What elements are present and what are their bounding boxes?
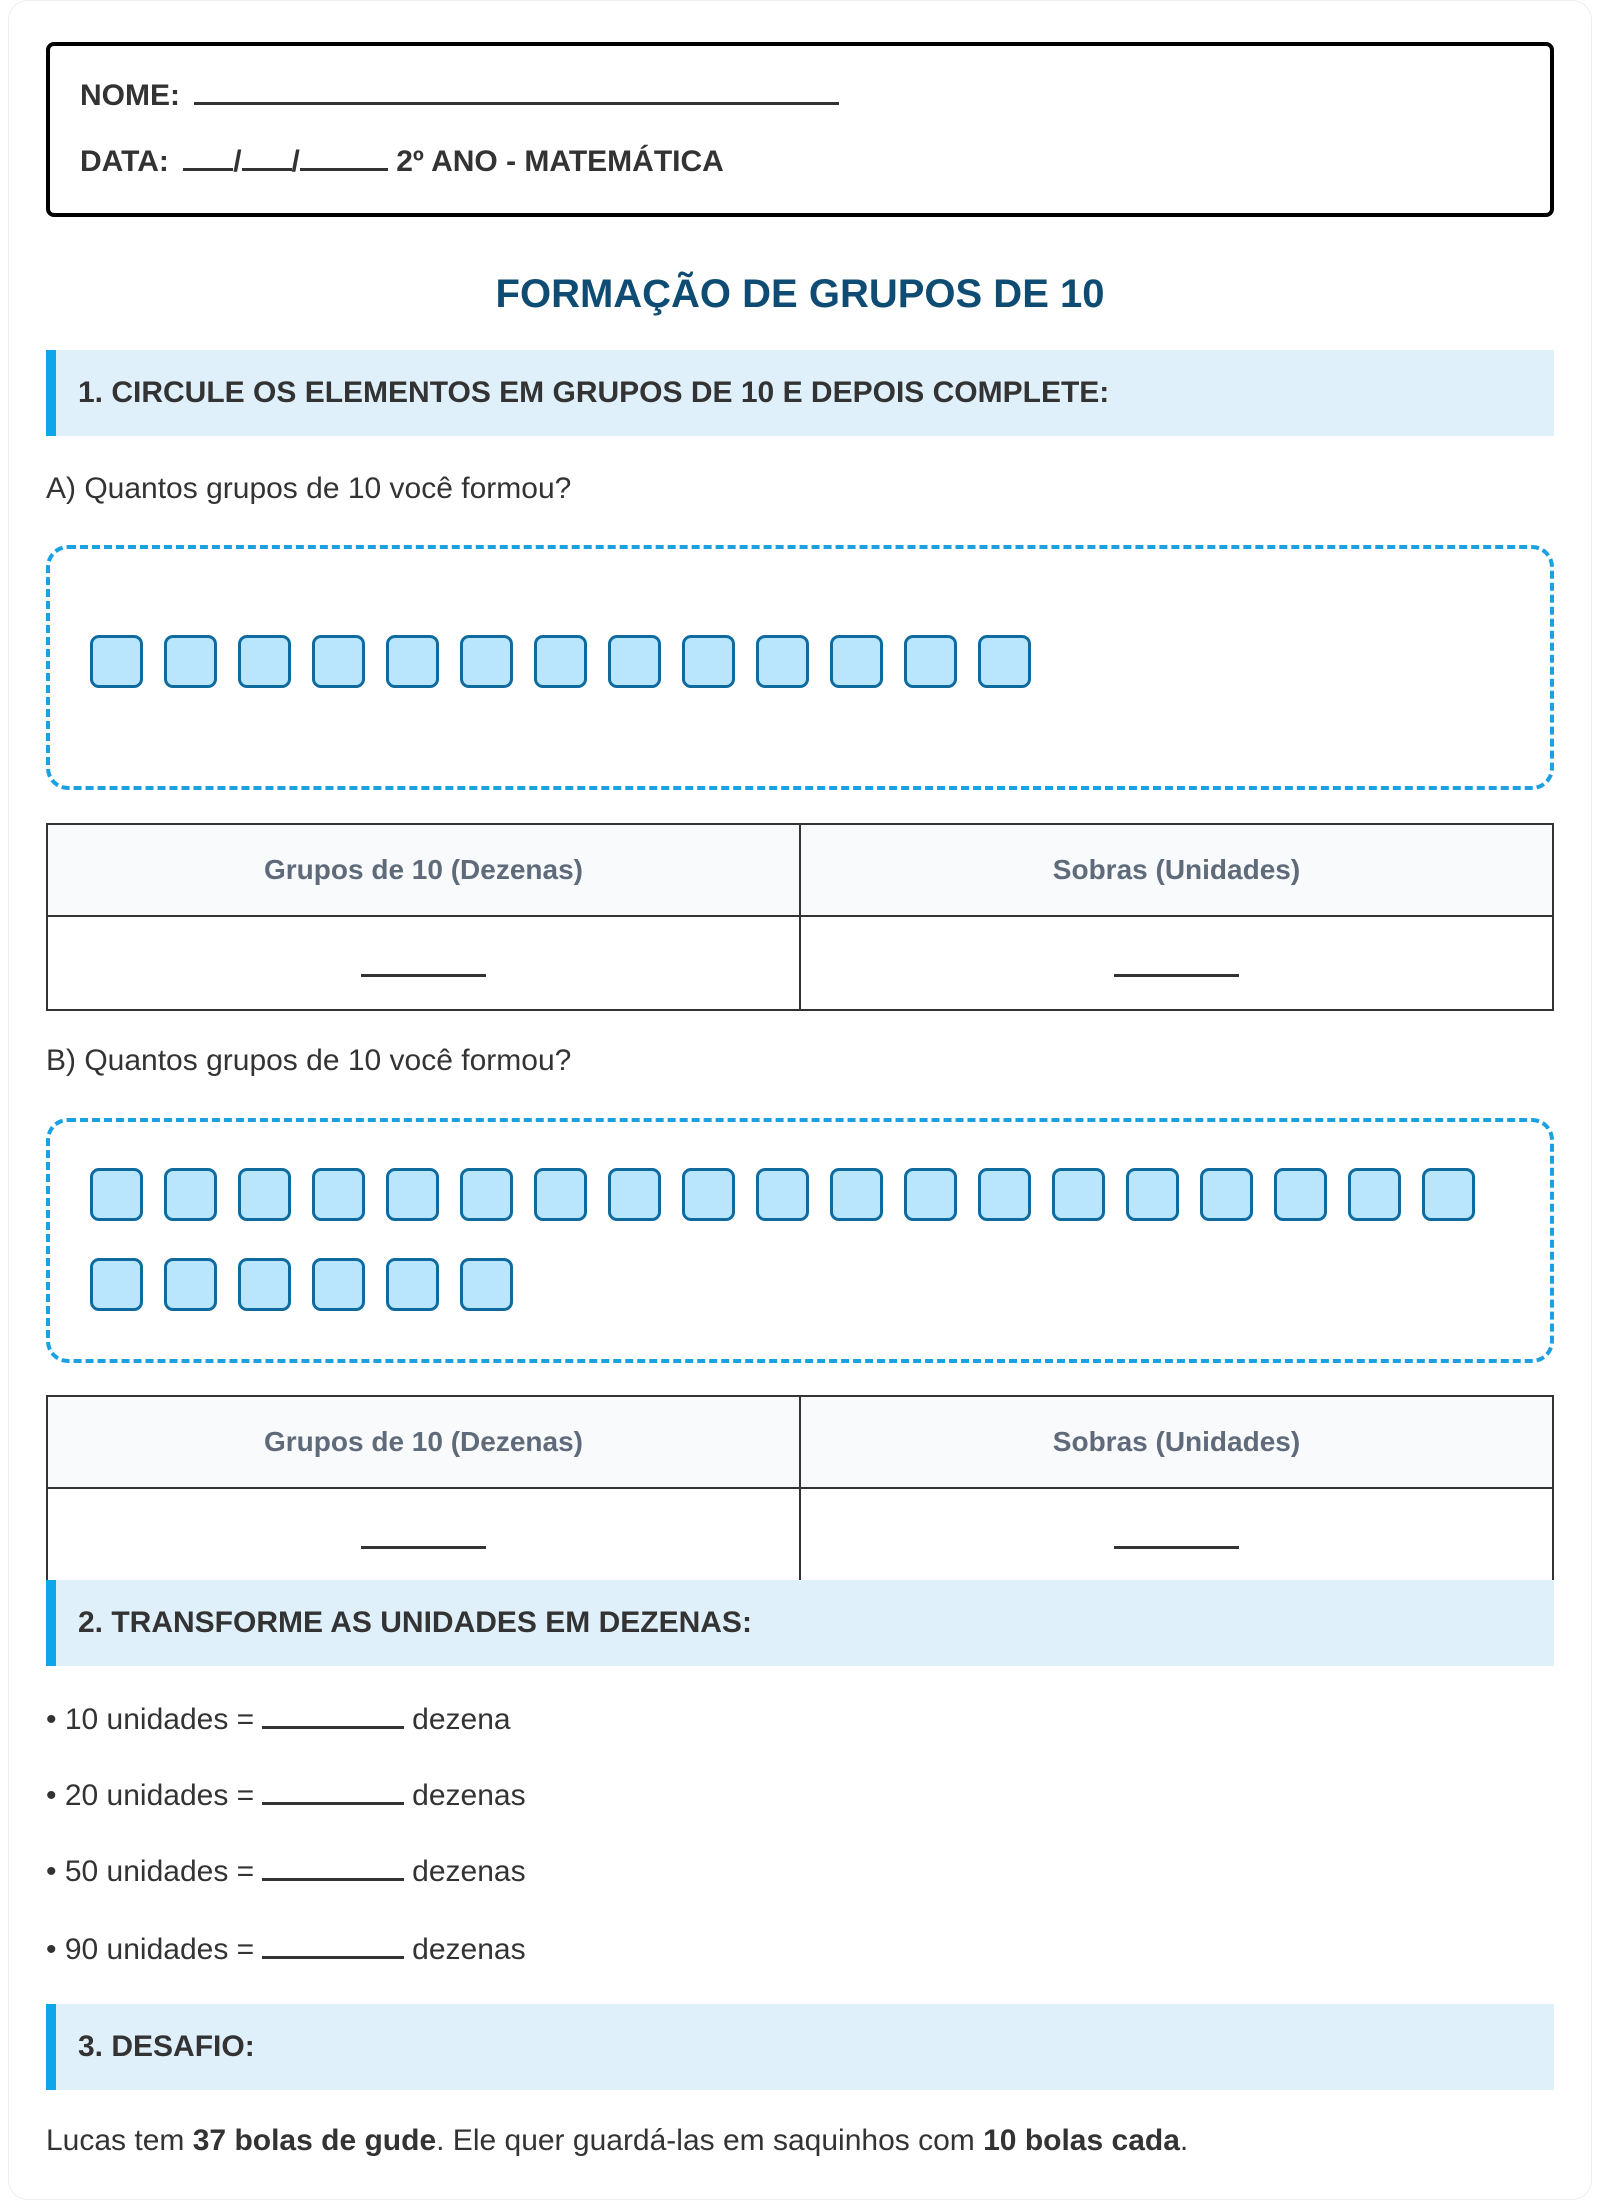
challenge-text [46, 2124, 1188, 2158]
square-item[interactable] [1348, 1168, 1401, 1221]
square-item[interactable] [386, 1168, 439, 1221]
answer-table-b [46, 1395, 1554, 1583]
date-separator: / [291, 145, 300, 178]
square-item[interactable] [904, 1168, 957, 1221]
name-field[interactable] [194, 78, 839, 105]
bold-text: 37 bolas de gude [192, 2124, 437, 2157]
units-answer-cell[interactable] [800, 1488, 1553, 1582]
items-grid-a [90, 635, 1510, 688]
square-item[interactable] [460, 1168, 513, 1221]
conversion-left: • 90 unidades = [46, 1933, 255, 1966]
tens-answer-cell[interactable] [47, 916, 800, 1010]
square-item[interactable] [312, 1168, 365, 1221]
square-item[interactable] [682, 1168, 735, 1221]
square-item[interactable] [608, 1168, 661, 1221]
square-item[interactable] [756, 1168, 809, 1221]
conversion-unit: dezenas [412, 1779, 526, 1812]
answer-blank[interactable] [361, 1546, 486, 1549]
date-row [80, 144, 724, 179]
date-year-field[interactable] [300, 144, 388, 171]
square-item[interactable] [904, 635, 957, 688]
conversion-left: • 10 unidades = [46, 1703, 255, 1736]
conversion-item [46, 1854, 526, 1889]
square-item[interactable] [238, 1258, 291, 1311]
units-answer-cell[interactable] [800, 916, 1553, 1010]
square-item[interactable] [534, 635, 587, 688]
conversion-unit: dezenas [412, 1855, 526, 1888]
conversion-unit: dezena [412, 1703, 511, 1736]
square-item[interactable] [682, 635, 735, 688]
conversion-item [46, 1778, 526, 1813]
square-item[interactable] [978, 635, 1031, 688]
conversion-item [46, 1932, 526, 1967]
square-item[interactable] [90, 1258, 143, 1311]
column-header-tens: Grupos de 10 (Dezenas) [47, 1396, 800, 1488]
name-label: NOME: [80, 79, 180, 112]
tens-answer-cell[interactable] [47, 1488, 800, 1582]
square-item[interactable] [312, 1258, 365, 1311]
section-1-heading: 1. CIRCULE OS ELEMENTOS EM GRUPOS DE 10 E DEPOIS COMPLETE: [46, 350, 1554, 436]
column-header-tens: Grupos de 10 (Dezenas) [47, 824, 800, 916]
square-item[interactable] [756, 635, 809, 688]
date-label: DATA: [80, 145, 169, 178]
answer-blank[interactable] [262, 1778, 404, 1805]
square-item[interactable] [238, 1168, 291, 1221]
square-item[interactable] [460, 635, 513, 688]
square-item[interactable] [386, 635, 439, 688]
square-item[interactable] [90, 635, 143, 688]
square-item[interactable] [164, 1258, 217, 1311]
answer-blank[interactable] [262, 1702, 404, 1729]
square-item[interactable] [830, 635, 883, 688]
conversion-left: • 50 unidades = [46, 1855, 255, 1888]
square-item[interactable] [238, 635, 291, 688]
square-item[interactable] [460, 1258, 513, 1311]
name-row [80, 78, 839, 113]
items-box-a [46, 545, 1554, 790]
items-grid-b [90, 1168, 1510, 1311]
question-b: B) Quantos grupos de 10 você formou? [46, 1044, 572, 1077]
question-a: A) Quantos grupos de 10 você formou? [46, 472, 572, 505]
square-item[interactable] [164, 635, 217, 688]
items-box-b [46, 1118, 1554, 1363]
section-2-heading: 2. TRANSFORME AS UNIDADES EM DEZENAS: [46, 1580, 1554, 1666]
text: . Ele quer guardá-las em saquinhos com [436, 2124, 984, 2157]
column-header-units: Sobras (Unidades) [800, 1396, 1553, 1488]
text: . [1179, 2124, 1189, 2157]
text: Lucas tem [46, 2124, 193, 2157]
date-separator: / [233, 145, 242, 178]
square-item[interactable] [830, 1168, 883, 1221]
square-item[interactable] [1052, 1168, 1105, 1221]
square-item[interactable] [164, 1168, 217, 1221]
answer-blank[interactable] [1114, 1546, 1239, 1549]
square-item[interactable] [1126, 1168, 1179, 1221]
conversion-item [46, 1702, 511, 1737]
date-month-field[interactable] [242, 144, 292, 171]
square-item[interactable] [978, 1168, 1031, 1221]
grade-subject: 2º ANO - MATEMÁTICA [396, 145, 724, 178]
square-item[interactable] [1200, 1168, 1253, 1221]
square-item[interactable] [386, 1258, 439, 1311]
student-info-box [46, 42, 1554, 217]
square-item[interactable] [90, 1168, 143, 1221]
answer-blank[interactable] [361, 974, 486, 977]
square-item[interactable] [1274, 1168, 1327, 1221]
column-header-units: Sobras (Unidades) [800, 824, 1553, 916]
answer-blank[interactable] [1114, 974, 1239, 977]
conversion-left: • 20 unidades = [46, 1779, 255, 1812]
date-day-field[interactable] [183, 144, 233, 171]
square-item[interactable] [534, 1168, 587, 1221]
square-item[interactable] [1422, 1168, 1475, 1221]
answer-blank[interactable] [262, 1932, 404, 1959]
answer-table-a [46, 823, 1554, 1011]
conversion-unit: dezenas [412, 1933, 526, 1966]
page-title: FORMAÇÃO DE GRUPOS DE 10 [495, 272, 1105, 316]
square-item[interactable] [312, 635, 365, 688]
answer-blank[interactable] [262, 1854, 404, 1881]
section-3-heading: 3. DESAFIO: [46, 2004, 1554, 2090]
square-item[interactable] [608, 635, 661, 688]
bold-text: 10 bolas cada [983, 2124, 1180, 2157]
